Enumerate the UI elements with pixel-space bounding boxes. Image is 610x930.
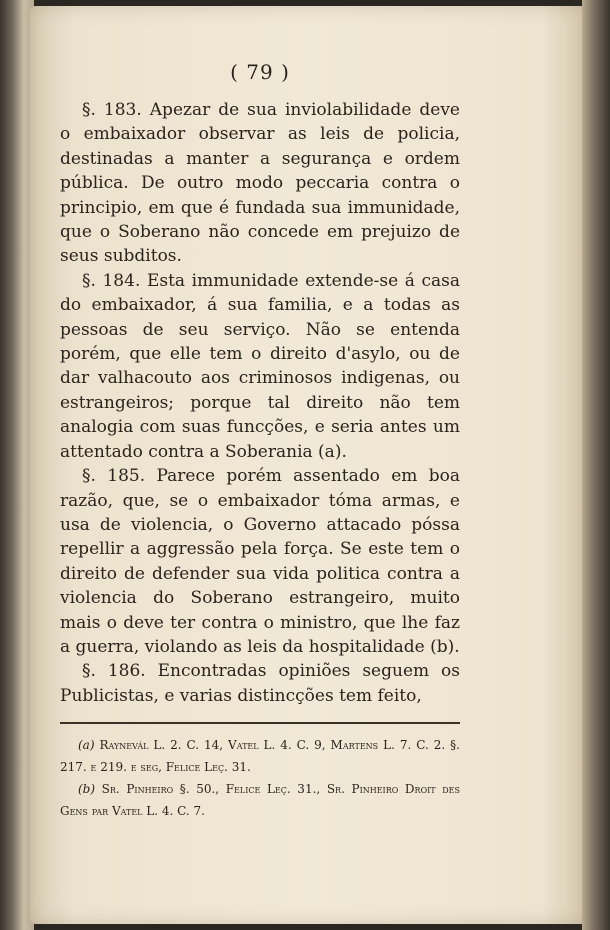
section-number: §. 186. [82, 661, 146, 682]
footnote-text: Sr. Pinheiro §. 50., Felice Leç. 31., Sr. Pinheiro Droit des Gens par Vatel L. 4. C. 7. [60, 782, 460, 819]
paragraph-186 [60, 659, 460, 708]
section-number: §. 184. [82, 270, 141, 291]
paragraph-text: Apezar de sua inviolabilidade deve o embaixador observar as leis de policia, destinadas a manter a segurança e ordem pública. De outro modo peccaria contra o principio, em que é fundada sua immunidade, que o Soberano não concede em prejuizo de seus subditos. [60, 100, 460, 267]
footnote-mark: (b) [78, 782, 96, 797]
footnote-a [60, 734, 460, 778]
footnote-divider [60, 722, 460, 724]
footnote-b [60, 778, 460, 822]
paragraph-183 [60, 98, 460, 269]
footnote-mark: (a) [78, 738, 95, 753]
page-edge-right [582, 0, 610, 930]
page-text-block [60, 60, 460, 822]
paragraph-text: Encontradas opiniões seguem os Publicistas, e varias distincções tem feito, [60, 661, 461, 706]
paragraph-text: Parece porém assentado em boa razão, que, se o embaixador tóma armas, e usa de violencia, o Governo attacado póssa repellir a aggressão pela força. Se este tem o direito de defender sua vida politica contra a violencia do Soberano estrangeiro, muito mais o deve ter contra o ministro, que lhe faz a guerra, violando as leis da hospitalidade (b). [60, 466, 460, 657]
footnote-text: Raynevál L. 2. C. 14, Vatel L. 4. C. 9, Martens L. 7. C. 2. §. 217. e 219. e seg, Felice Leç. 31. [60, 738, 460, 775]
section-number: §. 185. [82, 466, 146, 487]
paragraph-185 [60, 464, 460, 659]
binding-shadow-left [0, 0, 34, 930]
paragraph-184 [60, 269, 460, 464]
paragraph-text: Esta immunidade extende-se á casa do embaixador, á sua familia, e a todas as pessoas de seu serviço. Não se entenda porém, que elle tem o direito d'asylo, ou de dar valhacouto aos criminosos indigenas, ou estrangeiros; porque tal direito não tem analogia com suas funcções, e seria antes um attentado contra a Soberania (a). [60, 270, 460, 462]
page-number: ( 79 ) [230, 60, 290, 84]
section-number: §. 183. [82, 100, 142, 120]
